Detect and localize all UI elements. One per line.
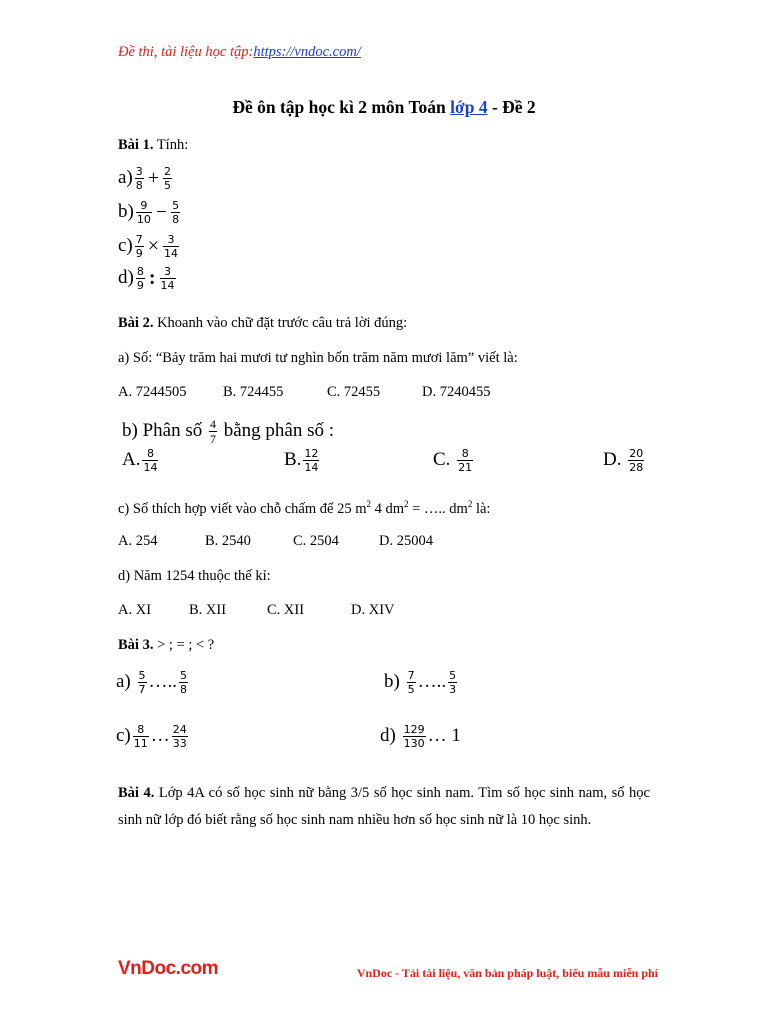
option-label: D. — [603, 448, 627, 470]
bai1-item-d — [118, 266, 178, 291]
denominator: 21 — [458, 461, 473, 474]
qc-part: = ….. dm — [408, 500, 468, 517]
title-link[interactable]: lớp 4 — [450, 97, 488, 117]
bai2-question-b — [122, 418, 334, 445]
operator: : — [148, 267, 156, 289]
denominator: 7 — [138, 683, 146, 696]
bai2-qa-option-a: A. 7244505 — [118, 384, 187, 400]
item-label: b) — [384, 670, 405, 692]
denominator: 9 — [135, 247, 143, 260]
numerator: 8 — [146, 447, 154, 460]
option-label: C. — [433, 448, 456, 470]
denominator: 28 — [629, 461, 644, 474]
dots: ….. — [148, 670, 178, 692]
bai2-question-c — [118, 499, 490, 518]
bai2-qd-option-d: D. XIV — [351, 602, 395, 618]
qb-before: b) Phân số — [122, 419, 207, 441]
header-prefix: Đề thi, tài liệu học tập: — [118, 44, 254, 60]
numerator: 24 — [172, 723, 187, 736]
denominator: 11 — [133, 737, 148, 750]
numerator: 9 — [140, 199, 148, 212]
bai2-qc-option-c: C. 2504 — [293, 533, 339, 549]
bai2-qc-option-b: B. 2540 — [205, 533, 251, 549]
item-label: b) — [118, 200, 134, 222]
denominator: 8 — [135, 179, 143, 192]
denominator: 8 — [180, 683, 188, 696]
bai2-qa-option-c: C. 72455 — [327, 384, 381, 400]
item-label: a) — [118, 166, 133, 188]
option-label: B. — [284, 448, 302, 470]
bai2-qb-option-b — [284, 448, 321, 473]
qc-sup: 2 — [467, 499, 473, 509]
operator: − — [155, 201, 168, 223]
qc-sup: 2 — [366, 499, 371, 509]
bai2-heading: Bài 2. — [118, 315, 154, 331]
numerator: 8 — [136, 265, 144, 278]
bai2-qd-option-b: B. XII — [189, 602, 227, 618]
numerator: 3 — [135, 165, 143, 178]
numerator: 3 — [164, 265, 171, 278]
bai4-text: Lớp 4A có số học sinh nữ bằng 3/5 số học sinh nam. Tìm số học sinh nam, số học sinh nữ lớp đó biết rằng số học sinh nam nhiều hơn số học sinh nữ là 10 học sinh. — [118, 785, 650, 828]
denominator: 3 — [449, 683, 457, 696]
bai2-question-d: d) Năm 1254 thuộc thế kỉ: — [118, 568, 271, 584]
numerator: 12 — [304, 447, 319, 460]
bai2-qd-option-c: C. XII — [267, 602, 305, 618]
numerator: 20 — [629, 447, 644, 460]
bai2-qa-option-d: D. 7240455 — [422, 384, 491, 400]
dots: … 1 — [427, 724, 461, 746]
denominator: 7 — [209, 432, 216, 446]
denominator: 5 — [407, 683, 415, 696]
bai1-text: Tính: — [153, 137, 189, 153]
bai2-qb-option-d — [603, 448, 646, 473]
bai2-text: Khoanh vào chữ đặt trước câu trả lời đúng: — [153, 315, 408, 331]
bai2-qb-option-a — [122, 448, 160, 473]
denominator: 10 — [136, 213, 151, 226]
qc-part: là: — [472, 500, 491, 517]
operator: + — [147, 167, 160, 189]
numerator: 129 — [403, 723, 425, 736]
qc-sup: 2 — [404, 499, 409, 509]
item-label: d) — [118, 266, 134, 288]
bai2-heading-line — [118, 315, 407, 332]
qc-part: c) Số thích hợp viết vào chỗ chấm để 25 m — [118, 500, 367, 517]
bai2-qa-option-b: B. 724455 — [223, 384, 284, 400]
page-title — [0, 97, 768, 118]
numerator: 7 — [407, 669, 415, 682]
dots: … — [150, 724, 170, 746]
numerator: 4 — [209, 417, 216, 431]
option-label: A. — [122, 448, 141, 470]
dots: ….. — [417, 670, 447, 692]
numerator: 3 — [167, 233, 175, 246]
qb-after: bằng phân số : — [218, 419, 335, 441]
denominator: 14 — [304, 461, 319, 474]
header-link[interactable]: https://vndoc.com/ — [253, 44, 361, 60]
page-header — [118, 44, 361, 61]
numerator: 7 — [135, 233, 143, 246]
numerator: 5 — [172, 199, 180, 212]
bai3-item-d — [380, 724, 461, 749]
bai1-item-b — [118, 200, 182, 225]
numerator: 5 — [138, 669, 146, 682]
title-after: - Đề 2 — [487, 97, 536, 117]
bai3-item-b — [384, 670, 459, 695]
bai4-paragraph — [118, 780, 650, 834]
footer-logo[interactable]: VnDoc.com — [118, 958, 219, 979]
numerator: 8 — [461, 447, 469, 460]
bai1-heading: Bài 1. — [118, 137, 154, 153]
denominator: 14 — [160, 279, 175, 292]
denominator: 5 — [164, 179, 172, 192]
bai3-heading-line — [118, 637, 214, 654]
numerator: 5 — [180, 669, 188, 682]
bai2-qd-option-a: A. XI — [118, 602, 152, 618]
denominator: 130 — [403, 737, 425, 750]
bai1-heading-line — [118, 137, 188, 154]
bai2-qc-option-d: D. 25004 — [379, 533, 433, 549]
item-label: a) — [116, 670, 136, 692]
operator: × — [147, 235, 160, 257]
denominator: 8 — [172, 213, 180, 226]
bai3-item-c — [116, 724, 190, 749]
denominator: 14 — [143, 461, 158, 474]
bai2-qc-option-a: A. 254 — [118, 533, 158, 549]
numerator: 8 — [137, 723, 145, 736]
item-label: c) — [116, 724, 131, 746]
bai2-question-a: a) Số: “Bảy trăm hai mươi tư nghìn bốn trăm năm mươi lăm” viết là: — [118, 350, 518, 366]
bai3-text: > ; = ; < ? — [153, 637, 215, 653]
footer-text: VnDoc - Tải tài liệu, văn bản pháp luật, biểu mẫu miễn phí — [356, 966, 658, 980]
denominator: 9 — [136, 279, 144, 292]
bai2-qb-option-c — [433, 448, 475, 473]
bai1-item-a — [118, 166, 174, 191]
denominator: 33 — [172, 737, 187, 750]
numerator: 2 — [164, 165, 172, 178]
title-before: Đề ôn tập học kì 2 môn Toán — [232, 97, 451, 117]
bai4-heading: Bài 4. — [118, 785, 155, 801]
bai1-item-c — [118, 234, 181, 259]
numerator: 5 — [449, 669, 457, 682]
bai3-item-a — [116, 670, 190, 695]
qc-part: 4 dm — [370, 500, 404, 517]
denominator: 14 — [164, 247, 179, 260]
item-label: c) — [118, 234, 133, 256]
bai3-heading: Bài 3. — [118, 637, 154, 653]
item-label: d) — [380, 724, 401, 746]
